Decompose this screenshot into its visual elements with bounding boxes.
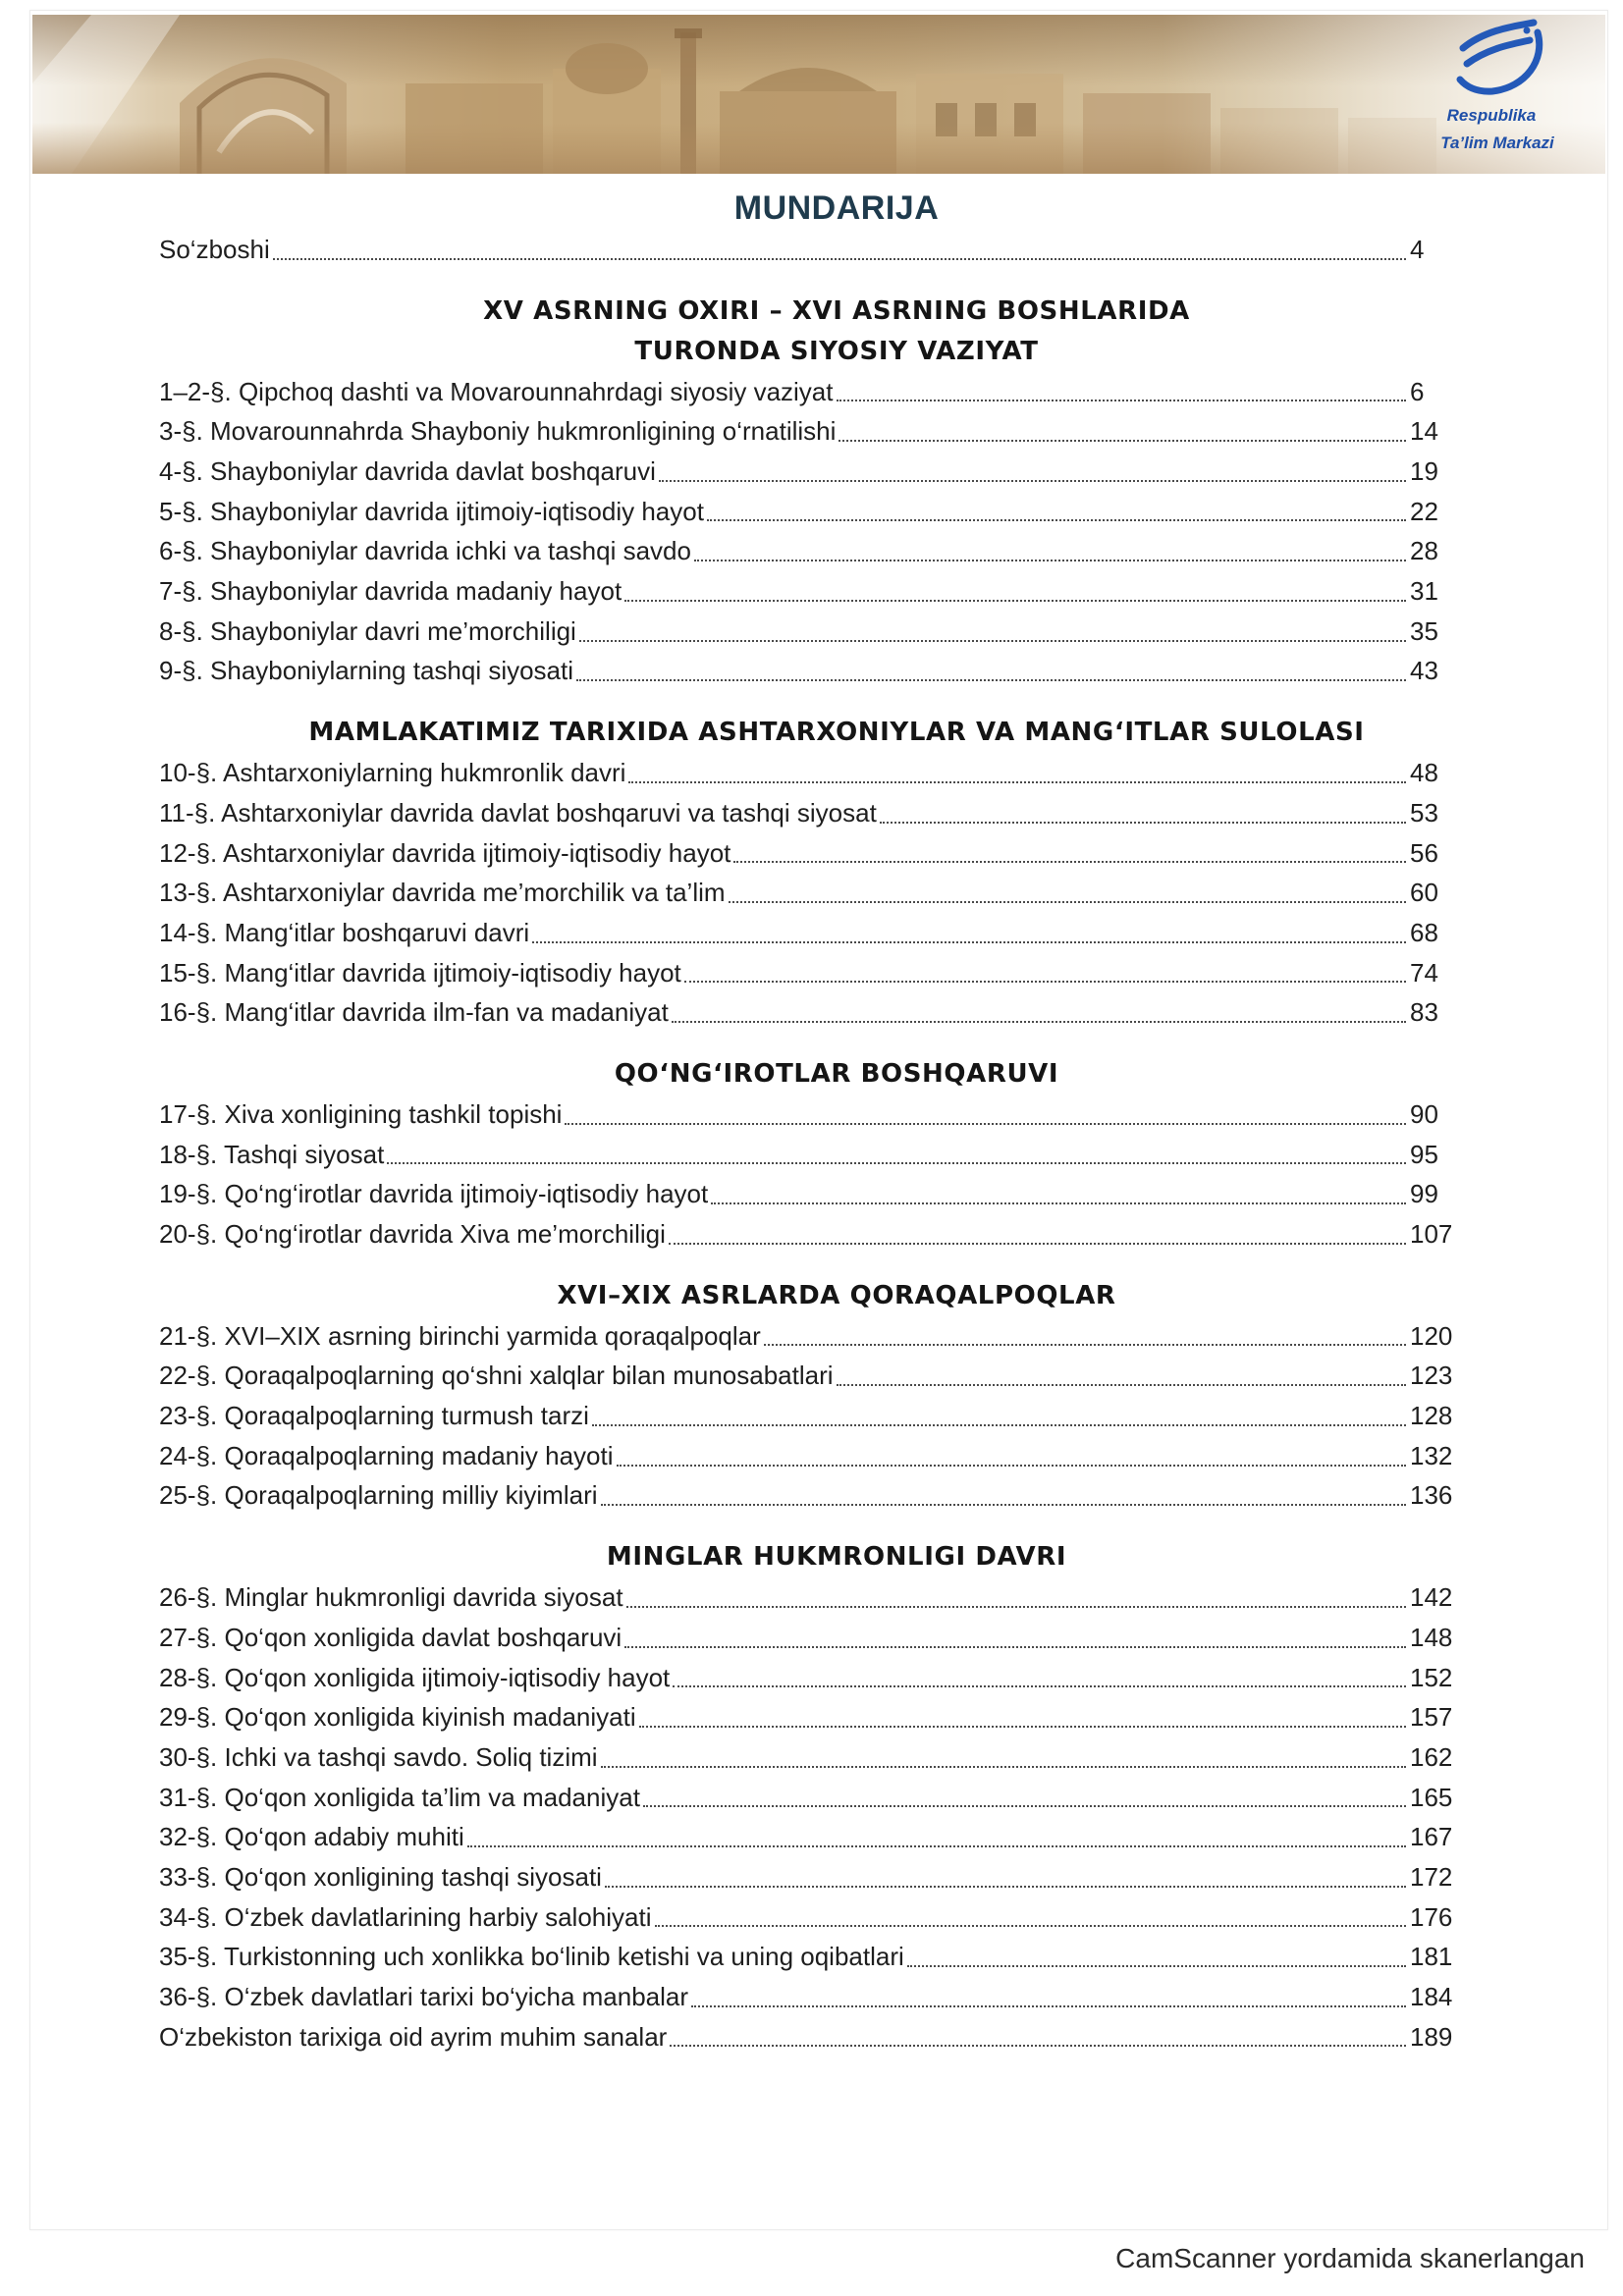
logo-line-2: Ta’lim Markazi — [1440, 133, 1554, 152]
dot-leader — [673, 1685, 1406, 1687]
toc-entry — [159, 1316, 1465, 1357]
toc-entry — [159, 1618, 1465, 1658]
dot-leader — [837, 1384, 1406, 1386]
toc-entry-page: 95 — [1410, 1139, 1438, 1169]
dot-leader — [639, 1726, 1406, 1728]
toc-entry — [159, 1937, 1465, 1977]
toc-entry-title: 31-§. Qo‘qon xonligida ta’lim va madaniyat — [159, 1782, 640, 1812]
toc-entry-title: 5-§. Shayboniylar davrida ijtimoiy-iqtisodiy hayot — [159, 496, 704, 526]
dot-leader — [601, 1766, 1406, 1768]
toc-entry — [159, 1476, 1465, 1517]
toc-entry-title: 7-§. Shayboniylar davrida madaniy hayot — [159, 576, 622, 607]
toc-entry — [159, 1356, 1465, 1396]
section-heading: XV ASRNING OXIRI – XVI ASRNING BOSHLARIDA — [483, 295, 1190, 326]
toc-entry-page: 68 — [1410, 917, 1438, 947]
dot-leader — [565, 1123, 1406, 1125]
toc-entry-title: So‘zboshi — [159, 234, 270, 264]
dot-leader — [670, 2045, 1406, 2047]
dot-leader — [273, 258, 1406, 260]
toc-entry — [159, 1135, 1465, 1175]
dot-leader — [628, 781, 1406, 783]
toc-entry-page: 28 — [1410, 536, 1438, 566]
logo-line-1: Respublika — [1446, 106, 1537, 125]
toc-entry — [159, 873, 1465, 913]
toc-entry-page: 99 — [1410, 1179, 1438, 1209]
toc-entry-title: 32-§. Qo‘qon adabiy muhiti — [159, 1822, 464, 1852]
section-heading: MAMLAKATIMIZ TARIXIDA ASHTARXONIYLAR VA MANG‘ITLAR SULOLASI — [308, 718, 1365, 748]
toc-entry-page: 19 — [1410, 456, 1438, 487]
dot-leader — [694, 560, 1406, 561]
toc-entry — [159, 1737, 1465, 1778]
toc-entry-title: 16-§. Mang‘itlar davrida ilm-fan va madaniyat — [159, 997, 669, 1028]
toc-entry-title: 34-§. O‘zbek davlatlarining harbiy salohiyati — [159, 1901, 652, 1932]
toc-entry-title: 20-§. Qo‘ng‘irotlar davrida Xiva me’morchiligi — [159, 1219, 666, 1250]
dot-leader — [684, 981, 1406, 983]
toc-entry-title: 11-§. Ashtarxoniylar davrida davlat boshqaruvi va tashqi siyosat — [159, 797, 877, 828]
toc-entry-title: 10-§. Ashtarxoniylarning hukmronlik davri — [159, 758, 626, 788]
toc-entry — [159, 571, 1465, 612]
toc-entry-page: 167 — [1410, 1822, 1453, 1852]
toc-entry — [159, 913, 1465, 953]
banner-illustration — [32, 15, 1605, 174]
toc-entry-page: 14 — [1410, 416, 1438, 447]
dot-leader — [467, 1845, 1406, 1847]
toc-entry — [159, 833, 1465, 874]
toc-entry-page: 128 — [1410, 1401, 1453, 1431]
toc-entry-page: 165 — [1410, 1782, 1453, 1812]
dot-leader — [601, 1504, 1406, 1506]
toc-entry-page: 120 — [1410, 1320, 1453, 1351]
toc-entry — [159, 1697, 1465, 1737]
section-heading: QO‘NG‘IROTLAR BOSHQARUVI — [614, 1059, 1059, 1089]
dot-leader — [643, 1805, 1406, 1807]
toc-entry-page: 189 — [1410, 2021, 1453, 2052]
toc-entry — [159, 492, 1465, 532]
dot-leader — [624, 600, 1406, 602]
toc-section — [159, 713, 1465, 1033]
toc-entry-page: 142 — [1410, 1582, 1453, 1613]
toc-entry — [159, 652, 1465, 692]
toc-entry-page: 132 — [1410, 1440, 1453, 1470]
toc-entry-page: 74 — [1410, 957, 1438, 988]
toc-entry-page: 83 — [1410, 997, 1438, 1028]
toc-entry-title: 17-§. Xiva xonligining tashkil topishi — [159, 1098, 563, 1129]
toc-entry-title: 4-§. Shayboniylar davrida davlat boshqaruvi — [159, 456, 656, 487]
toc-entry-title: 28-§. Qo‘qon xonligida ijtimoiy-iqtisodiy hayot — [159, 1662, 671, 1692]
dot-leader — [576, 679, 1406, 681]
toc-section — [159, 292, 1465, 692]
toc-entry-page: 4 — [1410, 234, 1425, 264]
toc-entry — [159, 230, 1465, 270]
toc-entry-page: 48 — [1410, 758, 1438, 788]
toc-entry — [159, 411, 1465, 452]
toc-entry — [159, 1214, 1465, 1255]
toc-entry-page: 184 — [1410, 1982, 1453, 2012]
dot-leader — [907, 1965, 1406, 1967]
toc-entry-title: 18-§. Tashqi siyosat — [159, 1139, 385, 1169]
dot-leader — [837, 400, 1407, 401]
toc-section — [159, 1537, 1465, 2056]
toc-entry-page: 176 — [1410, 1901, 1453, 1932]
dot-leader — [691, 2005, 1406, 2007]
dot-leader — [880, 822, 1406, 824]
toc-entry — [159, 953, 1465, 993]
dot-leader — [659, 480, 1406, 482]
page-title: MUNDARIJA — [733, 189, 940, 227]
toc-entry-page: 35 — [1410, 615, 1438, 646]
toc-entry-page: 162 — [1410, 1741, 1453, 1772]
dot-leader — [669, 1243, 1406, 1245]
dot-leader — [592, 1424, 1406, 1426]
dot-leader — [707, 519, 1406, 521]
toc-entry — [159, 1778, 1465, 1818]
toc-entry-title: 8-§. Shayboniylar davri me’morchiligi — [159, 615, 576, 646]
toc-entry-page: 56 — [1410, 837, 1438, 868]
toc-entry — [159, 452, 1465, 492]
dot-leader — [733, 861, 1406, 863]
toc-entry — [159, 793, 1465, 833]
toc-entry-title: 33-§. Qo‘qon xonligining tashqi siyosati — [159, 1861, 602, 1892]
dot-leader — [624, 1646, 1406, 1648]
toc-entry-page: 31 — [1410, 576, 1438, 607]
toc-entry-title: 1–2-§. Qipchoq dashti va Movarounnahrdagi siyosiy vaziyat — [159, 376, 834, 406]
section-heading: MINGLAR HUKMRONLIGI DAVRI — [606, 1542, 1067, 1573]
toc-entry-page: 53 — [1410, 797, 1438, 828]
dot-leader — [655, 1925, 1407, 1927]
toc-entry-page: 136 — [1410, 1480, 1453, 1511]
toc-entry — [159, 1857, 1465, 1897]
dot-leader — [672, 1021, 1406, 1023]
toc-entry-title: 23-§. Qoraqalpoqlarning turmush tarzi — [159, 1401, 589, 1431]
toc-entry — [159, 531, 1465, 571]
toc-section — [159, 1054, 1465, 1255]
dot-leader — [387, 1162, 1406, 1164]
toc-entry — [159, 753, 1465, 793]
toc-entry — [159, 1174, 1465, 1214]
toc-entry-page: 6 — [1410, 376, 1425, 406]
toc-entry-page: 172 — [1410, 1861, 1453, 1892]
dot-leader — [729, 901, 1406, 903]
toc-entry — [159, 1658, 1465, 1698]
toc-entry-title: 14-§. Mang‘itlar boshqaruvi davri — [159, 917, 530, 947]
dot-leader — [579, 640, 1406, 642]
toc-section — [159, 1276, 1465, 1516]
toc-entry — [159, 1817, 1465, 1857]
toc-entry-title: 12-§. Ashtarxoniylar davrida ijtimoiy-iqtisodiy hayot — [159, 837, 731, 868]
toc-entry-page: 107 — [1410, 1219, 1453, 1250]
toc-entry — [159, 372, 1465, 412]
toc-entry-page: 157 — [1410, 1702, 1453, 1733]
toc-entry-title: 6-§. Shayboniylar davrida ichki va tashqi savdo — [159, 536, 691, 566]
toc-entry — [159, 1095, 1465, 1135]
dot-leader — [617, 1465, 1406, 1467]
toc-entry-title: 22-§. Qoraqalpoqlarning qo‘shni xalqlar bilan munosabatlari — [159, 1361, 834, 1391]
toc-entry — [159, 1577, 1465, 1618]
toc-entry — [159, 1436, 1465, 1476]
toc-entry-page: 90 — [1410, 1098, 1438, 1129]
dot-leader — [532, 941, 1406, 943]
toc-entry-title: 25-§. Qoraqalpoqlarning milliy kiyimlari — [159, 1480, 598, 1511]
toc-entry-title: 29-§. Qo‘qon xonligida kiyinish madaniyati — [159, 1702, 636, 1733]
header-banner — [32, 15, 1605, 174]
dot-leader — [711, 1202, 1406, 1204]
toc-entry-page: 152 — [1410, 1662, 1453, 1692]
toc-entry-title: O‘zbekiston tarixiga oid ayrim muhim sanalar — [159, 2021, 668, 2052]
table-of-contents — [159, 187, 1465, 2056]
section-heading: TURONDA SIYOSIY VAZIYAT — [634, 336, 1039, 366]
toc-entry-title: 21-§. XVI–XIX asrning birinchi yarmida qoraqalpoqlar — [159, 1320, 761, 1351]
toc-entry — [159, 1897, 1465, 1938]
toc-entry — [159, 612, 1465, 652]
toc-entry-title: 36-§. O‘zbek davlatlari tarixi bo‘yicha manbalar — [159, 1982, 689, 2012]
toc-entry-page: 60 — [1410, 878, 1438, 908]
scanner-watermark: CamScanner yordamida skanerlangan — [1115, 2243, 1585, 2273]
toc-entry-title: 27-§. Qo‘qon xonligida davlat boshqaruvi — [159, 1622, 622, 1652]
toc-entry-title: 9-§. Shayboniylarning tashqi siyosati — [159, 656, 574, 686]
toc-entry-title: 24-§. Qoraqalpoqlarning madaniy hayoti — [159, 1440, 614, 1470]
dot-leader — [839, 440, 1406, 442]
toc-entry-title: 35-§. Turkistonning uch xonlikka bo‘linib ketishi va uning oqibatlari — [159, 1942, 904, 1972]
toc-entry-page: 181 — [1410, 1942, 1453, 1972]
dot-leader — [626, 1606, 1406, 1608]
toc-entry-page: 123 — [1410, 1361, 1453, 1391]
toc-entry-page: 148 — [1410, 1622, 1453, 1652]
dot-leader — [605, 1886, 1406, 1888]
toc-entry — [159, 992, 1465, 1033]
toc-entry — [159, 1396, 1465, 1436]
toc-entry-title: 19-§. Qo‘ng‘irotlar davrida ijtimoiy-iqtisodiy hayot — [159, 1179, 709, 1209]
toc-entry-title: 3-§. Movarounnahrda Shayboniy hukmronligining o‘rnatilishi — [159, 416, 837, 447]
toc-entry-page: 43 — [1410, 656, 1438, 686]
toc-entry-title: 30-§. Ichki va tashqi savdo. Soliq tizimi — [159, 1741, 598, 1772]
toc-entry-page: 22 — [1410, 496, 1438, 526]
toc-entry-title: 26-§. Minglar hukmronligi davrida siyosat — [159, 1582, 623, 1613]
dot-leader — [764, 1344, 1406, 1346]
section-heading: XVI–XIX ASRLARDA QORAQALPOQLAR — [557, 1280, 1116, 1310]
toc-entry — [159, 2017, 1465, 2057]
toc-entry-title: 13-§. Ashtarxoniylar davrida me’morchilik va ta’lim — [159, 878, 726, 908]
toc-entry-title: 15-§. Mang‘itlar davrida ijtimoiy-iqtisodiy hayot — [159, 957, 681, 988]
toc-entry — [159, 1977, 1465, 2017]
